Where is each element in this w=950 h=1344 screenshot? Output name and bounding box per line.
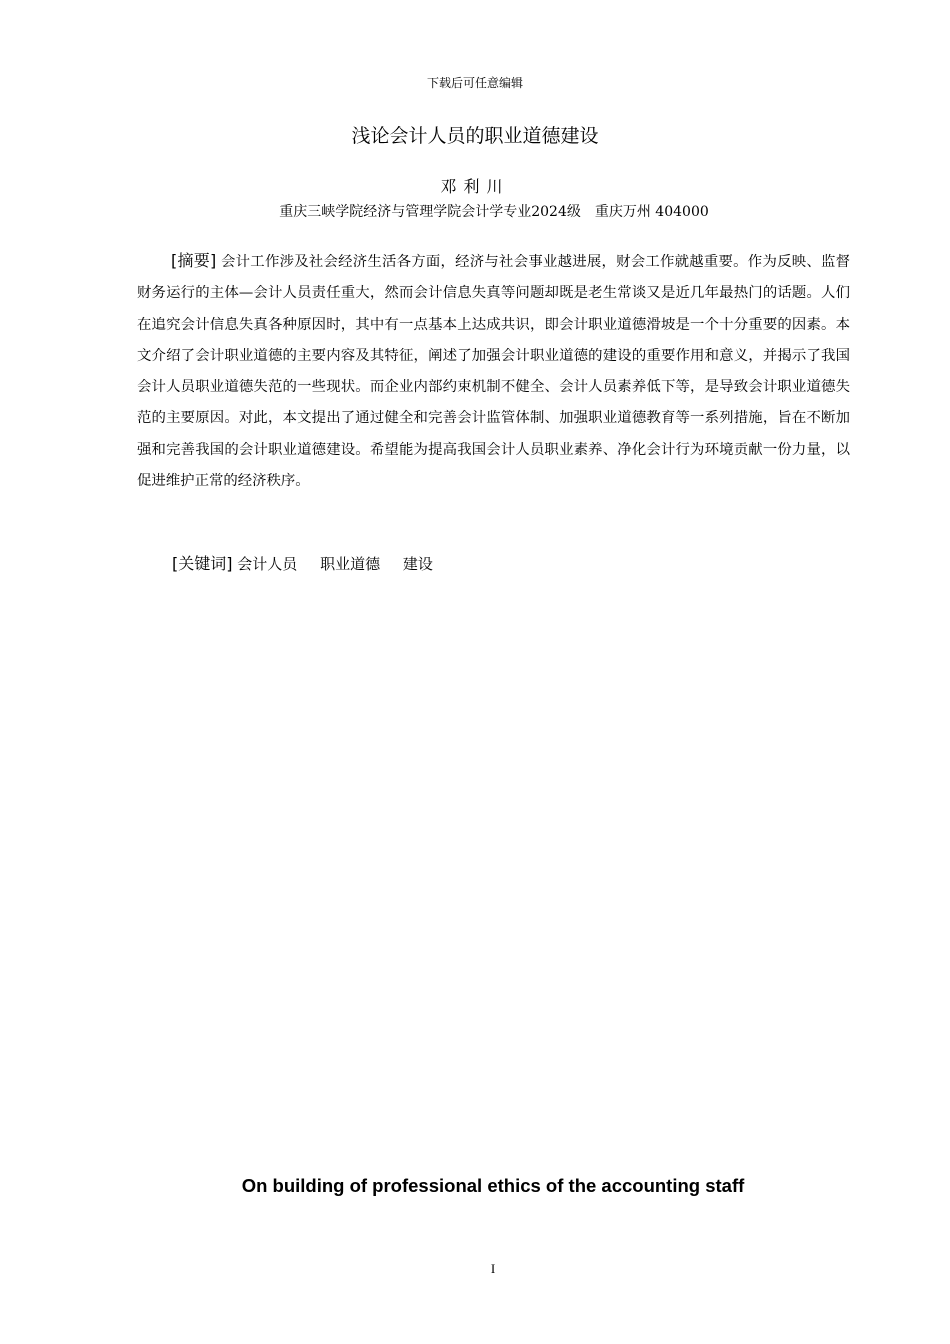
author-name: 邓利川 xyxy=(440,177,510,196)
abstract-block xyxy=(137,245,850,497)
download-note: 下载后可任意编辑 xyxy=(426,76,523,90)
english-title: On building of professional ethics of the accounting staff xyxy=(241,1175,745,1196)
abstract-label: [摘要] xyxy=(171,251,217,270)
abstract-text: 会计工作涉及社会经济生活各方面，经济与社会事业越进展，财会工作就越重要。作为反映、监督财务运行的主体—会计人员责任重大，然而会计信息失真等问题却既是老生常谈又是近几年最热门的话题。人们在追究会计信息失真各种原因时，其中有一点基本上达成共识，即会计职业道德滑坡是一个十分重要的因素。本文介绍了会计职业道德的主要内容及其特征，阐述了加强会计职业道德的建设的重要作用和意义，并揭示了我国会计人员职业道德失范的一些现状。而企业内部约束机制不健全、会计人员素养低下等，是导致会计职业道德失范的主要原因。对此，本文提出了通过健全和完善会计监管体制、加强职业道德教育等一系列措施，旨在不断加强和完善我国的会计职业道德建设。希望能为提高我国会计人员职业素养、净化会计行为环境贡献一份力量，以促进维护正常的经济秩序。 xyxy=(137,254,850,490)
page-number: I xyxy=(490,1261,496,1276)
keywords-label: [关键词] xyxy=(172,554,233,573)
keyword-item: 建设 xyxy=(402,555,433,573)
keyword-item: 会计人员 xyxy=(237,555,298,573)
keyword-item: 职业道德 xyxy=(320,555,381,573)
keywords-block xyxy=(172,550,451,578)
paper-title: 浅论会计人员的职业道德建设 xyxy=(351,125,599,147)
author-affiliation: 重庆三峡学院经济与管理学院会计学专业2024级 重庆万州 404000 xyxy=(279,204,709,220)
